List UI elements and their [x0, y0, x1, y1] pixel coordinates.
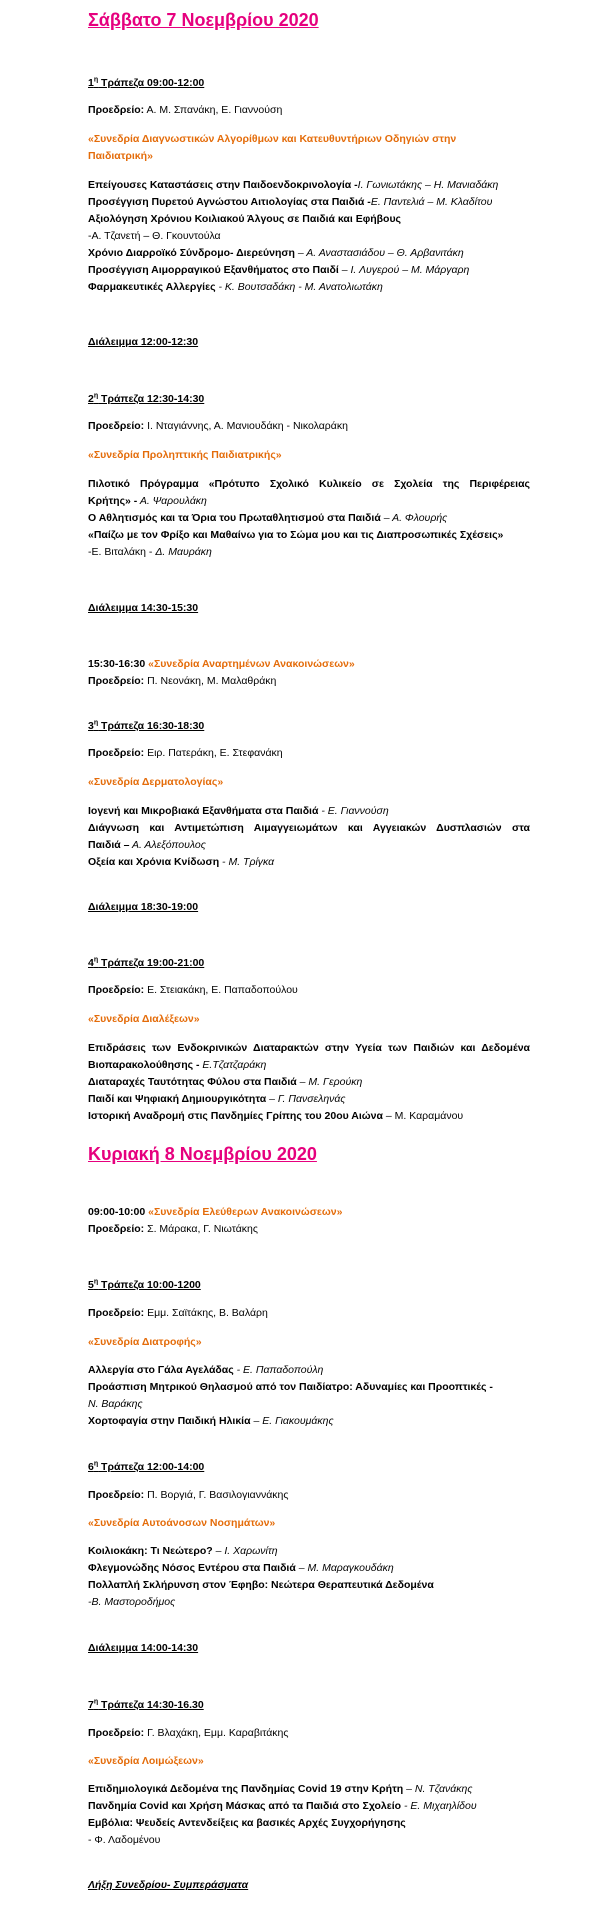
- free-chairs: Προεδρείο: Σ. Μάρακα, Γ. Νιωτάκης: [88, 1223, 258, 1235]
- table2-talk1-line2: Κρήτης» - Α. Ψαρουλάκη: [88, 495, 207, 507]
- table4-chairs: Προεδρείο: Ε. Στειακάκη, Ε. Παπαδοπούλου: [88, 984, 298, 996]
- table5-session: «Συνεδρία Διατροφής»: [88, 1336, 202, 1348]
- table4-talk1-line1: Επιδράσεις των Ενδοκρινικών Διαταρακτών στην Υγεία των Παιδιών και Δεδομένα: [88, 1042, 530, 1054]
- table4-talk2: Διαταραχές Ταυτότητας Φύλου στα Παιδιά – Μ. Γερούκη: [88, 1076, 363, 1088]
- table2-talk1-line1: Πιλοτικό Πρόγραμμα «Πρότυπο Σχολικό Κυλικείο σε Σχολεία της Περιφέρειας: [88, 478, 530, 490]
- table5-chairs: Προεδρείο: Εμμ. Σαϊτάκης, Β. Βαλάρη: [88, 1307, 268, 1319]
- table1-talk-speakers: -Α. Τζανετή – Θ. Γκουντούλα: [88, 230, 221, 242]
- table1-session-line1: «Συνεδρία Διαγνωστικών Αλγορίθμων και Κατευθυντήριων Οδηγιών στην: [88, 133, 457, 145]
- table2-talk3-speakers: -Ε. Βιταλάκη - Δ. Μαυράκη: [88, 546, 212, 558]
- table5-talk3: Χορτοφαγία στην Παιδική Ηλικία – Ε. Γιακουμάκης: [88, 1415, 334, 1427]
- break-2: Διάλειμμα 14:30-15:30: [88, 602, 199, 614]
- closing: Λήξη Συνεδρίου- Συμπεράσματα: [88, 1879, 249, 1891]
- table5-title: $5^\eta$ Τράπεζα 10:00-1200: [88, 1278, 201, 1291]
- table1-talk: Επείγουσες Καταστάσεις στην Παιδοενδοκρινολογία -Ι. Γωνιωτάκης – Η. Μανιαδάκη: [88, 179, 499, 191]
- break-1: Διάλειμμα 12:00-12:30: [88, 336, 199, 348]
- break-4: Διάλειμμα 14:00-14:30: [88, 1642, 199, 1654]
- table6-talk2: Φλεγμονώδης Νόσος Εντέρου στα Παιδιά – Μ. Μαραγκουδάκη: [88, 1562, 394, 1574]
- table6-title: $6^\eta$ Τράπεζα 12:00-14:00: [88, 1460, 205, 1473]
- table4-talk4: Ιστορική Αναδρομή στις Πανδημίες Γρίπης του 20ου Αιώνα – Μ. Καραμάνου: [88, 1110, 464, 1122]
- table1-talk: Φαρμακευτικές Αλλεργίες - Κ. Βουτσαδάκη - Μ. Ανατολιωτάκη: [88, 281, 383, 293]
- table5-talk1: Αλλεργία στο Γάλα Αγελάδας - Ε. Παπαδοπούλη: [88, 1364, 324, 1376]
- table2-talk3: «Παίζω με τον Φρίξο και Μαθαίνω για το Σώμα μου και τις Διαπροσωπικές Σχέσεις»: [88, 529, 504, 541]
- table5-talk2: Προάσπιση Μητρικού Θηλασμού από τον Παιδίατρο: Αδυναμίες και Προοπτικές -: [88, 1381, 493, 1393]
- table7-title: $7^\eta$ Τράπεζα 14:30-16.30: [88, 1698, 204, 1711]
- table3-talk2-line1: Διάγνωση και Αντιμετώπιση Αιμαγγειωμάτων και Αγγειακών Δυσπλασιών στα: [88, 822, 530, 834]
- table6-session: «Συνεδρία Αυτοάνοσων Νοσημάτων»: [88, 1517, 276, 1529]
- table6-talk3-speaker: -Β. Μαστοροδήμος: [88, 1596, 176, 1608]
- table3-chairs: Προεδρείο: Ειρ. Πατεράκη, Ε. Στεφανάκη: [88, 747, 283, 759]
- table2-title: $2^\eta$ Τράπεζα 12:30-14:30: [88, 392, 205, 405]
- table6-talk1: Κοιλιοκάκη: Τι Νεώτερο? – Ι. Χαρωνίτη: [88, 1545, 278, 1557]
- table6-chairs: Προεδρείο: Π. Βοργιά, Γ. Βασιλογιαννάκης: [88, 1489, 289, 1501]
- table3-talk3: Οξεία και Χρόνια Κνίδωση - Μ. Τρίγκα: [88, 856, 275, 868]
- table4-title: $4^\eta$ Τράπεζα 19:00-21:00: [88, 956, 205, 969]
- table7-talk2: Πανδημία Covid και Χρήση Μάσκας από τα Παιδιά στο Σχολείο - Ε. Μιχαηλίδου: [88, 1800, 477, 1812]
- table1-title: $1^\eta$ Τράπεζα 09:00-12:00: [88, 76, 205, 89]
- table7-session: «Συνεδρία Λοιμώξεων»: [88, 1755, 204, 1767]
- table7-talk1: Επιδημιολογικά Δεδομένα της Πανδημίας Covid 19 στην Κρήτη – Ν. Τζανάκης: [88, 1783, 473, 1795]
- table3-session: «Συνεδρία Δερματολογίας»: [88, 776, 224, 788]
- table4-session: «Συνεδρία Διαλέξεων»: [88, 1013, 200, 1025]
- table7-talk3-speaker: - Φ. Λαδομένου: [88, 1834, 161, 1846]
- table3-title: $3^\eta$ Τράπεζα 16:30-18:30: [88, 719, 205, 732]
- table1-talk: Προσέγγιση Πυρετού Αγνώστου Αιτιολογίας στα Παιδιά -Ε. Παντελιά – Μ. Κλαδίτου: [88, 196, 493, 208]
- table5-talk2-speaker: Ν. Βαράκης: [88, 1398, 143, 1410]
- table3-talk1: Ιογενή και Μικροβιακά Εξανθήματα στα Παιδιά - Ε. Γιαννούση: [88, 805, 389, 817]
- table7-talk3: Εμβόλια: Ψευδείς Αντενδείξεις κα βασικές Αρχές Συγχορήγησης: [88, 1817, 406, 1829]
- table2-session: «Συνεδρία Προληπτικής Παιδιατρικής»: [88, 449, 282, 461]
- poster-chairs: Προεδρείο: Π. Νεονάκη, Μ. Μαλαθράκη: [88, 675, 277, 687]
- break-3: Διάλειμμα 18:30-19:00: [88, 901, 199, 913]
- table1-talk: Χρόνιο Διαρροϊκό Σύνδρομο- Διερεύνηση – Α. Αναστασιάδου – Θ. Αρβανιτάκη: [88, 247, 464, 259]
- day2-title: Κυριακή 8 Νοεμβρίου 2020: [88, 1144, 317, 1164]
- table1-talk: Προσέγγιση Αιμορραγικού Εξανθήματος στο Παιδί – Ι. Λυγερού – Μ. Μάργαρη: [88, 264, 470, 276]
- table7-chairs: Προεδρείο: Γ. Βλαχάκη, Εμμ. Καραβιτάκης: [88, 1727, 289, 1739]
- table1-session-line2: Παιδιατρική»: [88, 150, 153, 162]
- table1-chairs: Προεδρείο: Α. Μ. Σπανάκη, Ε. Γιαννούση: [88, 104, 283, 116]
- free-session: 09:00-10:00 «Συνεδρία Ελεύθερων Ανακοινώσεων»: [88, 1206, 343, 1218]
- poster-session: 15:30-16:30 «Συνεδρία Αναρτημένων Ανακοινώσεων»: [88, 658, 355, 670]
- table6-talk3: Πολλαπλή Σκλήρυνση στον Έφηβο: Νεώτερα Θεραπευτικά Δεδομένα: [88, 1579, 434, 1591]
- table4-talk1-line2: Βιοπαρακολούθησης - Ε.Τζατζαράκη: [88, 1059, 267, 1071]
- table3-talk2-line2: Παιδιά – Α. Αλεξόπουλος: [88, 839, 206, 851]
- table2-chairs: Προεδρείο: Ι. Νταγιάννης, Α. Μανιουδάκη - Νικολαράκη: [88, 420, 348, 432]
- table1-talk: Αξιολόγηση Χρόνιου Κοιλιακού Άλγους σε Παιδιά και Εφήβους: [88, 213, 402, 225]
- day1-title: Σάββατο 7 Νοεμβρίου 2020: [88, 10, 319, 30]
- table4-talk3: Παιδί και Ψηφιακή Δημιουργικότητα – Γ. Πανσεληνάς: [88, 1093, 346, 1105]
- table2-talk2: Ο Αθλητισμός και τα Όρια του Πρωταθλητισμού στα Παιδιά – Α. Φλουρής: [88, 512, 448, 524]
